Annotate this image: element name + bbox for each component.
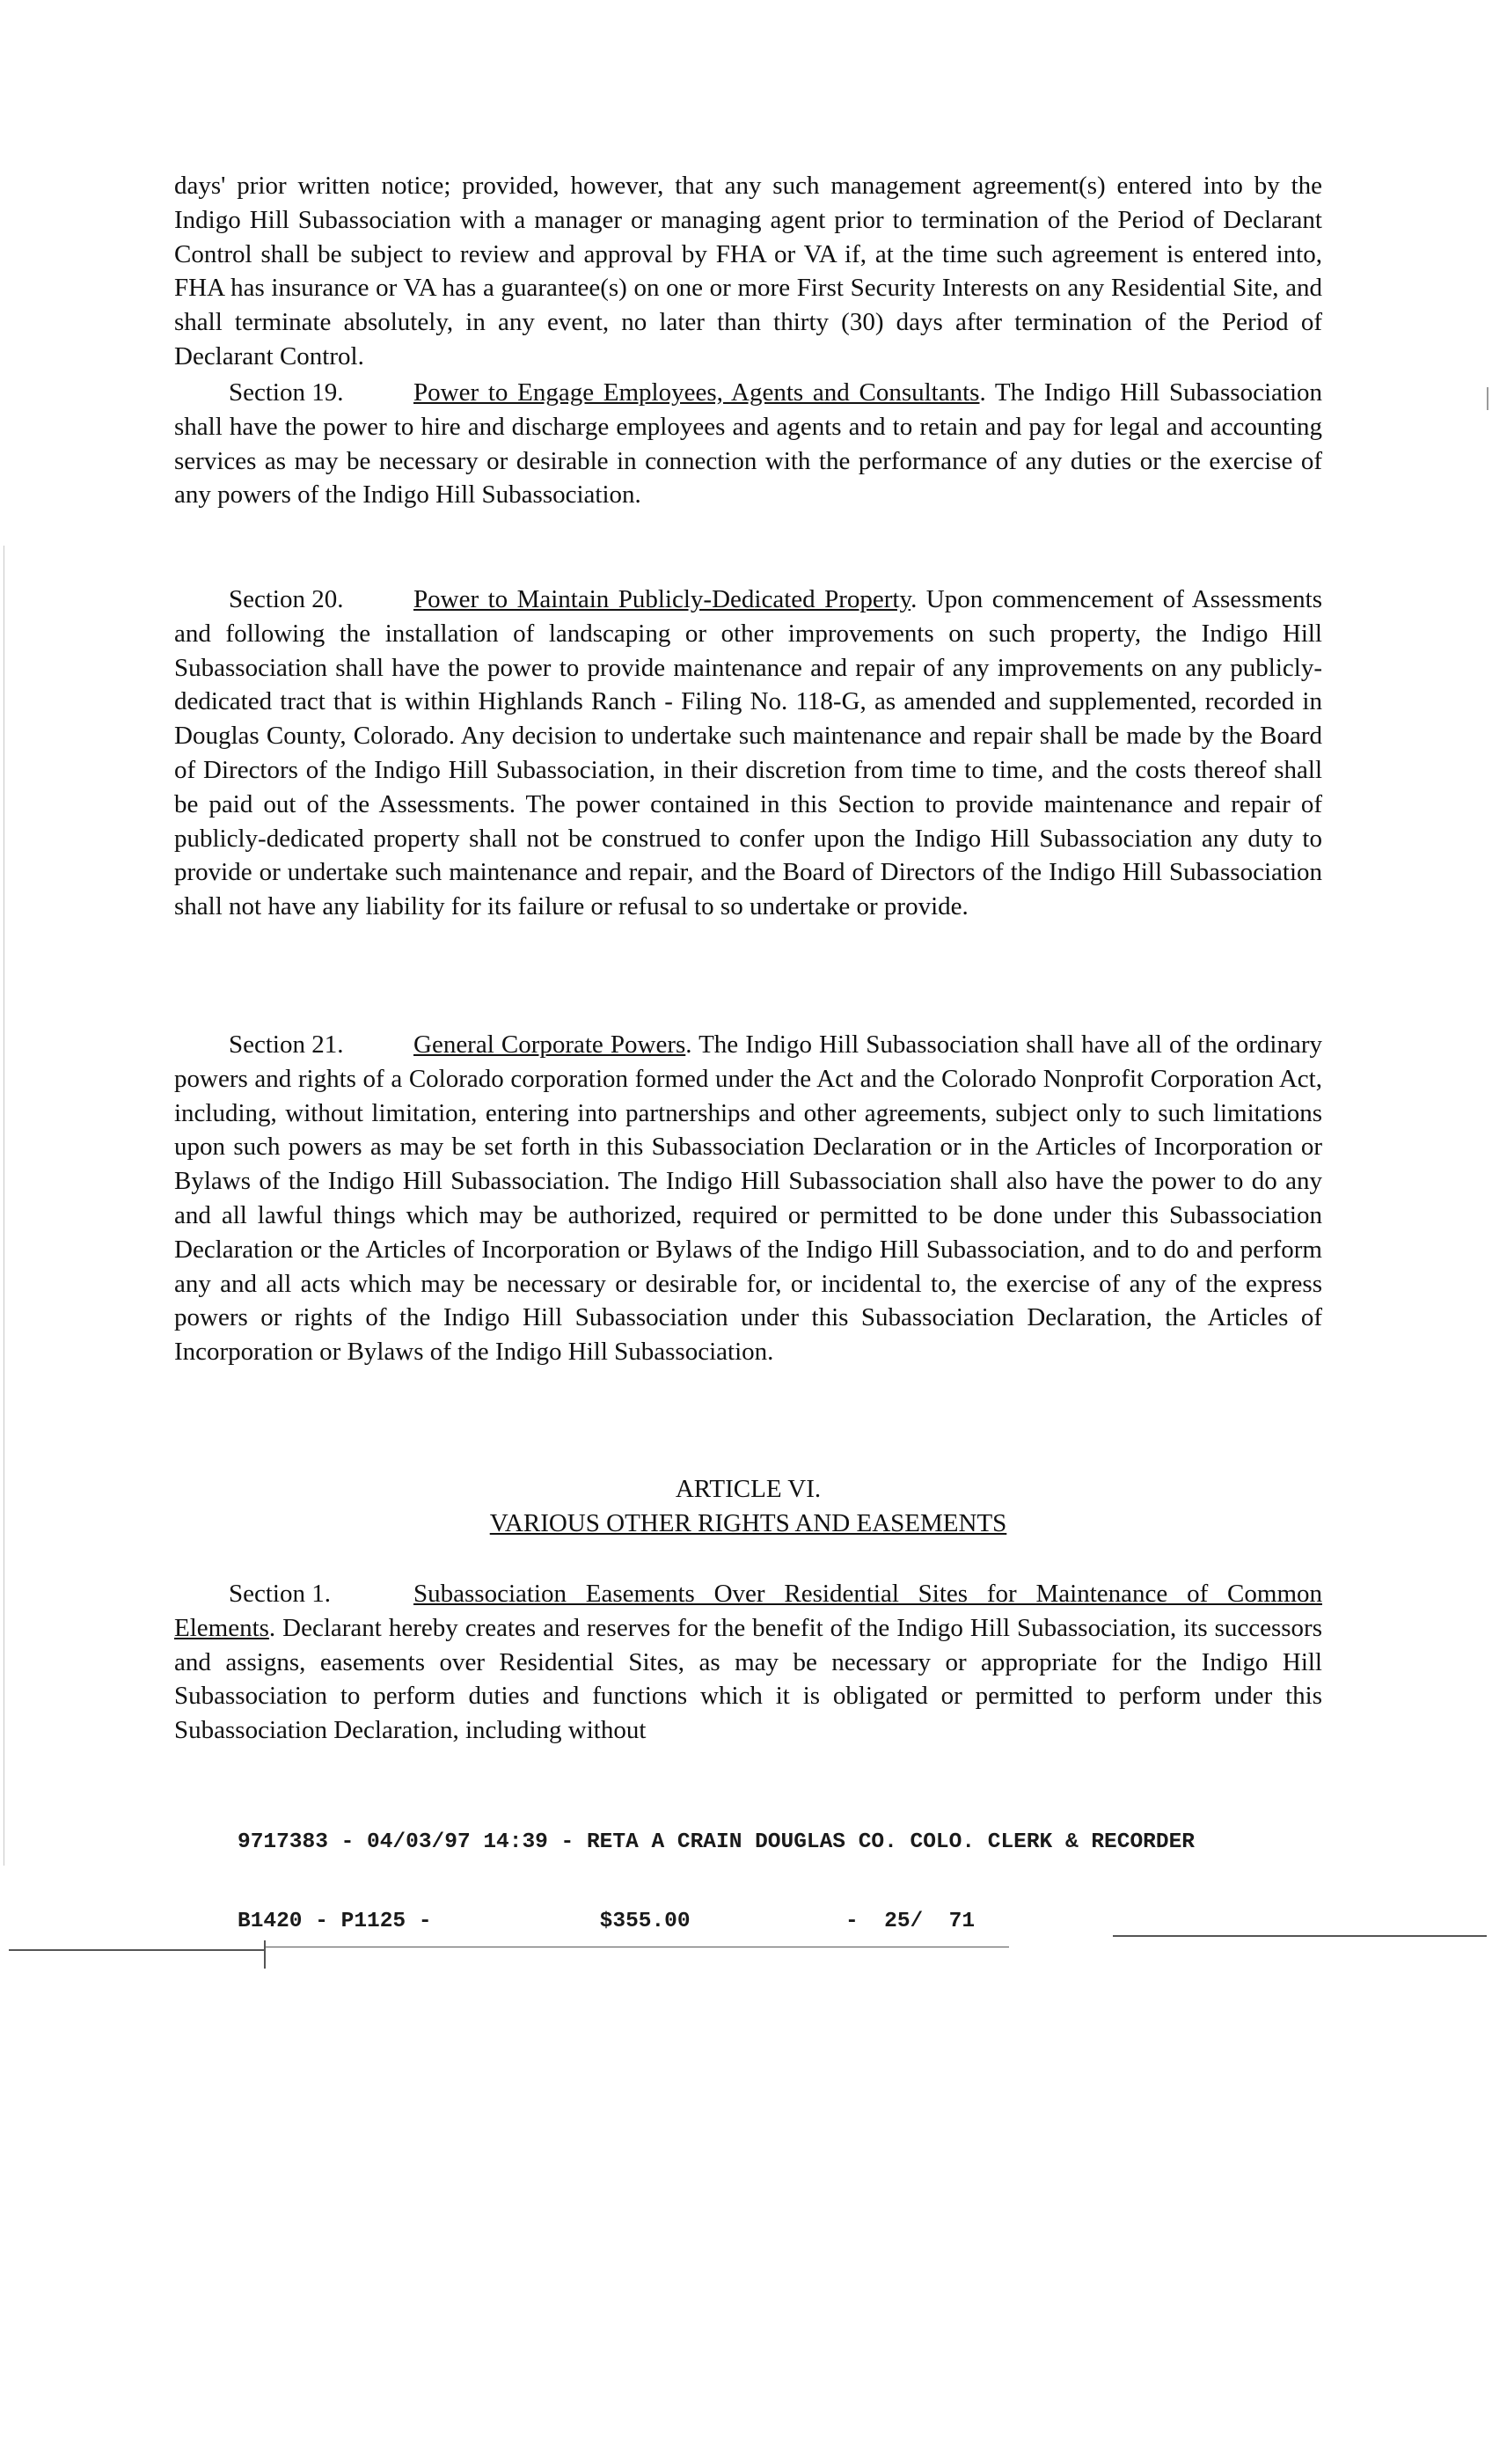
scan-artifact-tick: [264, 1940, 266, 1969]
section-19-paragraph: [174, 376, 1322, 512]
intro-paragraph-block: [174, 169, 1322, 374]
article-section-1-block: [174, 1577, 1322, 1748]
recorder-stamp-line-2: B1420 - P1125 - $355.00 - 25/ 71: [238, 1910, 976, 1933]
section-20-block: [174, 583, 1322, 924]
article-section-1-body: . Declarant hereby creates and reserves for the benefit of the Indigo Hill Subassociation, its successors and assigns, easements over Residential Sites, as may be necessary or appropriate for the Indigo Hill Subassociation to perform duties and functions which it is obligated or permitted to perform under this Subassociation Declaration, including without: [174, 1613, 1322, 1745]
scan-artifact-line: [9, 1949, 264, 1951]
article-section-1-paragraph: [174, 1577, 1322, 1748]
section-21-title: General Corporate Powers: [413, 1030, 686, 1059]
section-19-block: [174, 376, 1322, 512]
section-20-body: . Upon commencement of Assessments and following the installation of landscaping or other improvements on such property, the Indigo Hill Subassociation shall have the power to provide maintenance and repair of any improvements on any publicly-dedicated tract that is within Highlands Ranch - Filing No. 118-G, as amended and supplemented, recorded in Douglas County, Colorado. Any decision to undertake such maintenance and repair shall be made by the Board of Directors of the Indigo Hill Subassociation, in their discretion from time to time, and the costs thereof shall be paid out of the Assessments. The power contained in this Section to provide maintenance and repair of publicly-dedicated property shall not be construed to confer upon the Indigo Hill Subassociation any duty to provide or undertake such maintenance and repair, and the Board of Directors of the Indigo Hill Subassociation shall not have any liability for its failure or refusal to so undertake or provide.: [174, 585, 1322, 921]
recorder-stamp-line-1: 9717383 - 04/03/97 14:39 - RETA A CRAIN DOUGLAS CO. COLO. CLERK & RECORDER: [238, 1830, 1195, 1854]
article-title: VARIOUS OTHER RIGHTS AND EASEMENTS: [489, 1508, 1007, 1537]
section-21-body: . The Indigo Hill Subassociation shall have all of the ordinary powers and rights of a Colorado corporation formed under the Act and the Colorado Nonprofit Corporation Act, including, without limitation, entering into partnerships and other agreements, subject only to such limitations upon such powers as may be set forth in this Subassociation Declaration or in the Articles of Incorporation or Bylaws of the Indigo Hill Subassociation. The Indigo Hill Subassociation shall also have the power to do any and all lawful things which may be authorized, required or permitted to be done under this Subassociation Declaration or the Articles of Incorporation or Bylaws of the Indigo Hill Subassociation, and to do and perform any and all acts which may be necessary or desirable for, or incidental to, the exercise of any of the express powers or rights of the Indigo Hill Subassociation under this Subassociation Declaration, the Articles of Incorporation or Bylaws of the Indigo Hill Subassociation.: [174, 1030, 1322, 1367]
article-section-1-number: Section 1.: [229, 1580, 331, 1608]
article-number: ARTICLE VI.: [675, 1475, 822, 1503]
recorder-stamp: [238, 1777, 1195, 1988]
section-21-paragraph: [174, 1028, 1322, 1369]
section-20-number: Section 20.: [229, 585, 344, 613]
section-20-title: Power to Maintain Publicly-Dedicated Property: [413, 585, 911, 613]
section-19-body: . The Indigo Hill Subassociation shall have the power to hire and discharge employees and agents and to retain and pay for legal and accounting services as may be necessary or desirable in connection with the performance of any duties or the exercise of any powers of the Indigo Hill Subassociation.: [174, 378, 1322, 510]
section-21-block: [174, 1028, 1322, 1369]
scan-artifact-line: [1113, 1935, 1487, 1937]
article-section-1-title: Subassociation Easements Over Residential Sites for Maintenance of Common Elements: [174, 1580, 1322, 1642]
section-20-paragraph: [174, 583, 1322, 924]
section-21-number: Section 21.: [229, 1030, 344, 1059]
section-19-title: Power to Engage Employees, Agents and Consultants: [413, 378, 980, 407]
article-heading: [174, 1472, 1322, 1541]
intro-paragraph: days' prior written notice; provided, however, that any such management agreement(s) entered into by the Indigo Hill Subassociation with a manager or managing agent prior to termination of the Period of Declarant Control shall be subject to review and approval by FHA or VA if, at the time such agreement is entered into, FHA has insurance or VA has a guarantee(s) on one or more First Security Interests on any Residential Site, and shall terminate absolutely, in any event, no later than thirty (30) days after termination of the Period of Declarant Control.: [174, 172, 1322, 370]
section-19-number: Section 19.: [229, 378, 344, 407]
scan-edge-mark: [1487, 387, 1488, 410]
